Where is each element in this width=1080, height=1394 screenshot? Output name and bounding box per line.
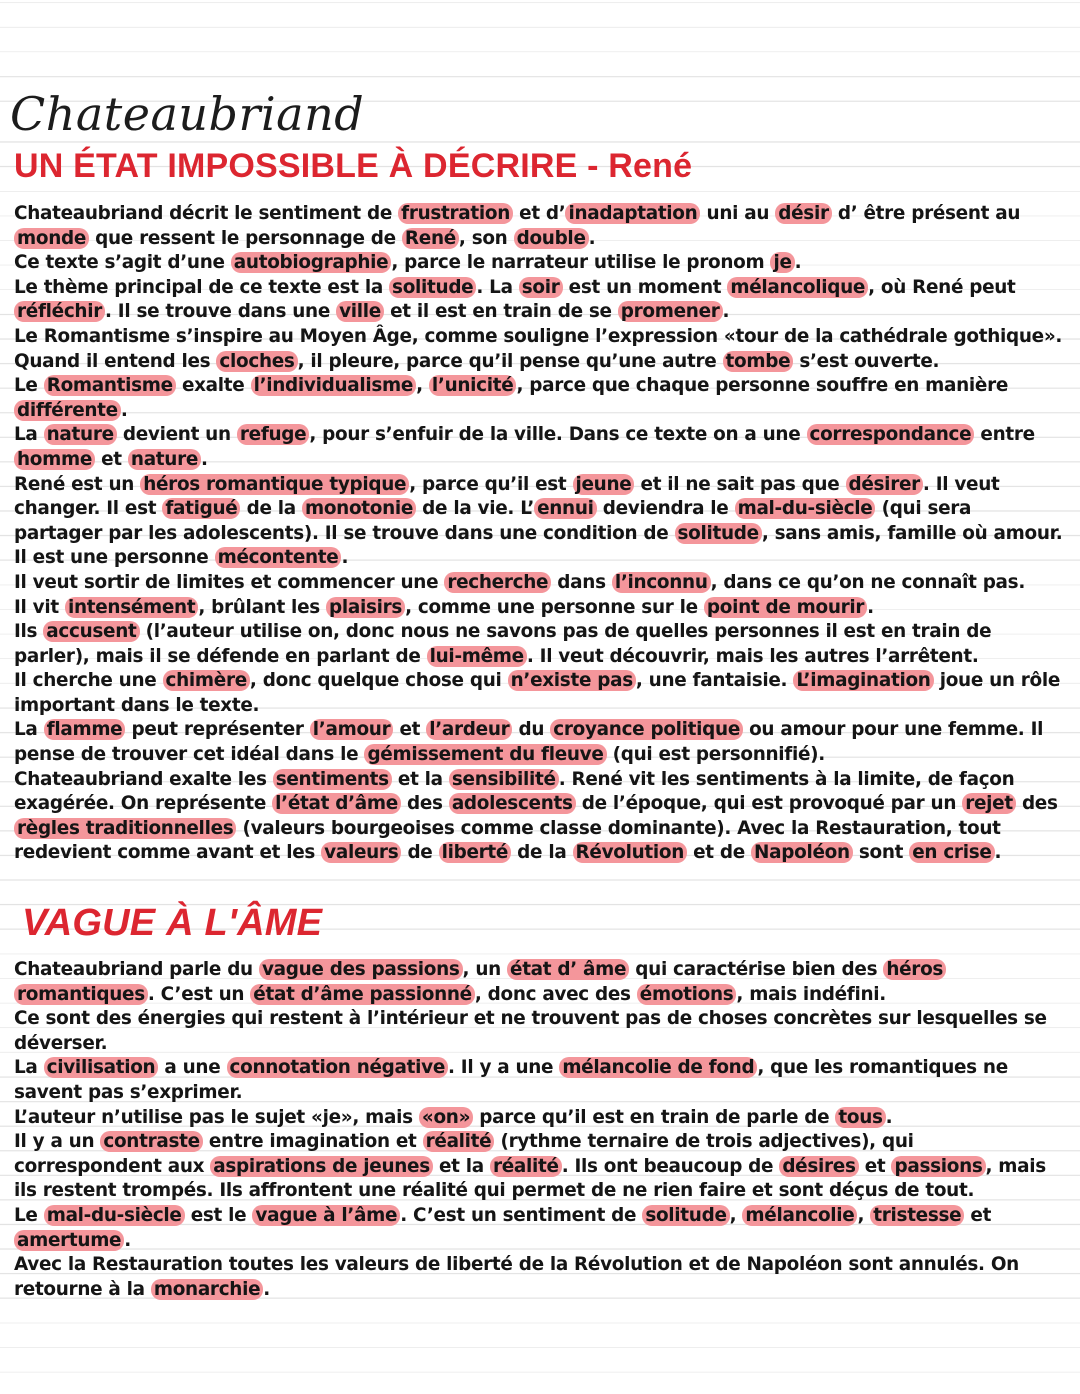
text-run: , comme une personne sur le <box>405 596 704 618</box>
text-run: , donc avec des <box>474 983 637 1005</box>
text-run: de l’époque, qui est provoqué par un <box>575 793 963 815</box>
highlighted-term: tombe <box>723 351 794 372</box>
highlighted-term: plaisirs <box>326 597 405 618</box>
section-heading-rene: UN ÉTAT IMPOSSIBLE À DÉCRIRE - René <box>14 147 693 185</box>
text-run: Il cherche une <box>14 670 163 692</box>
text-run: et <box>964 1204 992 1226</box>
text-run: La <box>14 424 44 446</box>
paragraph <box>14 768 1064 866</box>
highlighted-term: solitude <box>675 523 762 544</box>
highlighted-term: mélancolie <box>742 1205 857 1226</box>
paragraph <box>14 718 1064 767</box>
text-run: . <box>120 399 128 421</box>
paragraph <box>14 473 1064 571</box>
text-run: . <box>263 1278 270 1300</box>
paragraph <box>14 669 1064 718</box>
highlighted-term: mélancolique <box>727 277 868 298</box>
highlighted-term: cloches <box>216 351 297 372</box>
text-run: . <box>588 227 596 249</box>
highlighted-term: connotation négative <box>227 1057 448 1078</box>
text-run: , mais ils restent trompés. Ils affrontent une réalité qui permet de ne rien faire et sont déçus de tout. <box>14 1155 1046 1202</box>
text-run: . <box>867 596 874 618</box>
paragraph <box>14 374 1064 423</box>
highlighted-term: mal-du-siècle <box>735 498 876 519</box>
text-run: , pour s’enfuir de la ville. Dans ce texte on a une <box>309 424 807 446</box>
highlighted-term: Romantisme <box>44 375 176 396</box>
text-run: . C’est un sentiment de <box>400 1204 643 1226</box>
text-run: . <box>201 448 208 470</box>
highlighted-term: règles traditionnelles <box>14 818 236 839</box>
text-run: , où René peut <box>868 276 1016 298</box>
highlighted-term: homme <box>14 449 95 470</box>
text-run: Ils <box>14 621 44 643</box>
text-run: Quand il entend les <box>14 350 217 372</box>
paragraph <box>14 423 1064 472</box>
highlighted-term: intensément <box>65 597 198 618</box>
text-run: , il pleure, parce qu’il pense qu’une autre <box>297 350 723 372</box>
paragraph <box>14 958 1064 1007</box>
paragraph <box>14 1106 1064 1131</box>
paragraph <box>14 325 1064 350</box>
highlighted-term: réfléchir <box>14 301 105 322</box>
text-run: et <box>95 448 128 470</box>
text-run: Le Romantisme s’inspire au Moyen Âge, comme souligne l’expression «tour de la cathédrale gothique». <box>14 325 1063 347</box>
text-run: et <box>393 719 427 741</box>
highlighted-term: aspirations de jeunes <box>210 1156 433 1177</box>
text-run: . <box>994 842 1002 864</box>
highlighted-term: mécontente <box>215 547 342 568</box>
paragraph <box>14 202 1064 251</box>
text-run: , que les romantiques ne savent pas s’exprimer. <box>14 1057 1008 1103</box>
highlighted-term: l’état d’âme <box>272 793 401 814</box>
highlighted-term: solitude <box>389 277 476 298</box>
highlighted-term: état d’ âme <box>507 959 629 980</box>
text-run: est un moment <box>562 276 728 298</box>
highlighted-term: amertume <box>14 1230 124 1251</box>
highlighted-term: promener <box>618 301 723 322</box>
highlighted-term: chimère <box>163 670 250 691</box>
text-run: . Il se trouve dans une <box>105 301 337 323</box>
text-run: a une <box>158 1057 227 1079</box>
text-run: de la <box>511 842 573 864</box>
text-run: du <box>512 719 551 741</box>
text-run: Chateaubriand exalte les <box>14 768 273 790</box>
highlighted-term: monotonie <box>302 498 416 519</box>
highlighted-term: monde <box>14 228 89 249</box>
highlighted-term: l’individualisme <box>251 375 417 396</box>
text-run: . La <box>476 276 519 298</box>
text-run: et la <box>391 768 449 790</box>
text-run: La <box>14 719 44 741</box>
paragraph <box>14 620 1064 669</box>
text-run: . Il veut changer. Il est <box>14 473 1000 520</box>
highlighted-term: Napoléon <box>751 842 853 863</box>
paragraph <box>14 1007 1064 1056</box>
highlighted-term: émotions <box>637 984 737 1005</box>
text-run: Le <box>14 1204 44 1226</box>
text-run: dans <box>551 571 612 593</box>
highlighted-term: gémissement du fleuve <box>364 744 606 765</box>
text-run: , dans ce qu’on ne connaît pas. <box>710 571 1025 593</box>
paragraph <box>14 571 1064 596</box>
text-run: que ressent le personnage de <box>89 227 402 249</box>
highlighted-term: autobiographie <box>231 252 392 273</box>
highlighted-term: l’unicité <box>429 375 517 396</box>
highlighted-term: vague à l’âme <box>252 1205 400 1226</box>
text-run: uni au <box>700 203 776 224</box>
text-run: et <box>858 1155 892 1177</box>
text-run: , mais indéfini. <box>736 983 886 1005</box>
highlighted-term: réalité <box>423 1131 495 1152</box>
paragraph <box>14 1130 1064 1204</box>
text-run: qui caractérise bien des <box>629 959 884 980</box>
highlighted-term: désirer <box>846 474 923 495</box>
text-run: de <box>401 842 439 864</box>
text-run: et de <box>687 842 752 864</box>
highlighted-term: je <box>770 252 794 273</box>
text-run: et d’ <box>513 203 566 224</box>
text-run: . <box>124 1229 131 1251</box>
text-run: . <box>885 1106 893 1128</box>
section-body-vague <box>14 958 1064 1302</box>
text-run: . <box>722 301 730 323</box>
highlighted-term: l’amour <box>310 719 394 740</box>
paragraph <box>14 251 1064 276</box>
text-run: ou amour pour une femme. Il pense de trouver cet idéal dans le <box>14 719 1044 766</box>
highlighted-term: flamme <box>44 719 126 740</box>
text-run: L’auteur n’utilise pas le sujet «je», mais <box>14 1106 419 1128</box>
text-run: Il veut sortir de limites et commencer une <box>14 571 445 593</box>
highlighted-term: mélancolie de fond <box>559 1057 757 1078</box>
highlighted-term: sentiments <box>273 769 392 790</box>
highlighted-term: héros romantiques <box>14 959 946 1005</box>
highlighted-term: réalité <box>490 1156 562 1177</box>
text-run: Le <box>14 375 44 397</box>
text-run: , parce le narrateur utilise le pronom <box>391 252 771 274</box>
text-run: . <box>794 252 802 274</box>
text-run: des <box>400 793 449 815</box>
highlighted-term: l’inconnu <box>612 572 711 593</box>
text-run: . Il veut découvrir, mais les autres l’arrêtent. <box>526 645 979 667</box>
highlighted-term: civilisation <box>44 1057 159 1078</box>
text-run: Il y a un <box>14 1131 101 1153</box>
text-run: , son <box>458 227 514 249</box>
highlighted-term: adolescents <box>449 793 576 814</box>
text-run: . René vit les sentiments à la limite, de façon exagérée. On représente <box>14 768 1015 815</box>
text-run: René est un <box>14 473 141 495</box>
highlighted-term: croyance politique <box>550 719 743 740</box>
text-run: . Ils ont beaucoup de <box>561 1155 780 1177</box>
highlighted-term: accusent <box>43 621 139 642</box>
text-run: deviendra le <box>596 498 735 520</box>
text-run: sont <box>852 842 910 864</box>
highlighted-term: correspondance <box>807 424 975 445</box>
text-run: Avec la Restauration toutes les valeurs de liberté de la Révolution et de Napoléon sont annulés. On retourne à la <box>14 1254 1019 1300</box>
text-run: devient un <box>116 424 237 446</box>
text-run: et il ne sait pas que <box>634 473 846 495</box>
text-run: . C’est un <box>147 983 251 1005</box>
highlighted-term: liberté <box>439 842 511 863</box>
text-run: (qui sera partager par les adolescents). Il se trouve dans une condition de <box>14 498 972 544</box>
highlighted-term: état d’âme passionné <box>250 984 475 1005</box>
text-run: , <box>729 1204 743 1226</box>
highlighted-term: frustration <box>398 203 513 224</box>
highlighted-term: héros romantique typique <box>140 474 409 495</box>
text-run: , brûlant les <box>198 596 326 618</box>
highlighted-term: double <box>514 228 589 249</box>
text-run: Ce texte s’agit d’une <box>14 252 231 274</box>
paragraph <box>14 596 1064 621</box>
text-run: , une fantaisie. <box>635 670 794 692</box>
highlighted-term: n’existe pas <box>508 670 636 691</box>
text-run: exalte <box>175 375 251 397</box>
text-run: de la vie. L’ <box>416 498 535 520</box>
highlighted-term: inadaptation <box>565 203 700 224</box>
highlighted-term: nature <box>44 424 117 445</box>
highlighted-term: rejet <box>962 793 1016 814</box>
text-run: s’est ouverte. <box>793 350 940 372</box>
paragraph <box>14 1056 1064 1105</box>
text-run: (l’auteur utilise on, donc nous ne savons pas de quelles personnes il est en train de parler), mais il se défende en parlant de <box>14 621 992 667</box>
text-run: peut représenter <box>125 719 310 741</box>
highlighted-term: en crise <box>909 842 994 863</box>
highlighted-term: lui-même <box>427 646 527 667</box>
text-run: Chateaubriand parle du <box>14 959 259 980</box>
highlighted-term: point de mourir <box>704 597 867 618</box>
highlighted-term: mal-du-siècle <box>44 1205 185 1226</box>
text-run: , <box>416 375 429 397</box>
highlighted-term: jeune <box>573 474 635 495</box>
text-run: joue un rôle important dans le texte. <box>14 670 1061 716</box>
highlighted-term: René <box>402 228 459 249</box>
paragraph <box>14 276 1064 325</box>
author-title: Chateaubriand <box>10 87 365 141</box>
highlighted-term: ville <box>336 301 384 322</box>
text-run: Il vit <box>14 596 65 618</box>
text-run: d’ être présent au <box>831 203 1021 224</box>
text-run: est le <box>184 1204 253 1226</box>
highlighted-term: monarchie <box>151 1279 263 1300</box>
text-run: , parce que chaque personne souffre en manière <box>516 375 1009 397</box>
paragraph <box>14 1204 1064 1253</box>
highlighted-term: valeurs <box>321 842 401 863</box>
text-run: (valeurs bourgeoises comme classe dominante). Avec la Restauration, tout redevient comme avant et les <box>14 817 1001 864</box>
text-run: Chateaubriand décrit le sentiment de <box>14 203 399 224</box>
text-run: entre <box>974 424 1035 446</box>
text-run: (rythme ternaire de trois adjectives), qui correspondent aux <box>14 1131 914 1177</box>
text-run: , donc quelque chose qui <box>249 670 508 692</box>
highlighted-term: L’imagination <box>793 670 933 691</box>
highlighted-term: solitude <box>642 1205 729 1226</box>
section-body-rene <box>14 202 1064 866</box>
highlighted-term: l’ardeur <box>426 719 512 740</box>
text-run: entre imagination et <box>202 1131 423 1153</box>
text-run: . <box>341 547 349 569</box>
highlighted-term: soir <box>519 277 563 298</box>
paragraph <box>14 1253 1064 1302</box>
highlighted-term: différente <box>14 400 121 421</box>
text-run: , <box>857 1204 871 1226</box>
text-run: Le thème principal de ce texte est la <box>14 276 390 298</box>
highlighted-term: «on» <box>419 1107 473 1128</box>
text-run: . Il y a une <box>448 1057 560 1079</box>
paragraph <box>14 350 1064 375</box>
highlighted-term: passions <box>891 1156 985 1177</box>
text-run: La <box>14 1057 44 1079</box>
highlighted-term: ennui <box>534 498 597 519</box>
highlighted-term: tous <box>835 1107 885 1128</box>
text-run: des <box>1015 793 1058 815</box>
text-run: et il est en train de se <box>383 301 618 323</box>
text-run: (qui est personnifié). <box>606 744 825 766</box>
highlighted-term: contraste <box>100 1131 202 1152</box>
highlighted-term: nature <box>128 449 201 470</box>
text-run: , un <box>462 959 508 980</box>
highlighted-term: sensibilité <box>449 769 559 790</box>
highlighted-term: désir <box>775 203 831 224</box>
text-run: , parce qu’il est <box>409 473 573 495</box>
highlighted-term: refuge <box>237 424 309 445</box>
highlighted-term: vague des passions <box>259 959 463 980</box>
highlighted-term: recherche <box>444 572 551 593</box>
highlighted-term: désires <box>779 1156 858 1177</box>
text-run: et la <box>432 1155 490 1177</box>
text-run: de la <box>240 498 302 520</box>
section-heading-vague: VAGUE À L'ÂME <box>22 902 323 944</box>
highlighted-term: Révolution <box>573 842 687 863</box>
text-run: parce qu’il est en train de parle de <box>473 1106 836 1128</box>
text-run: , sans amis, famille où amour. Il est une personne <box>14 522 1063 569</box>
highlighted-term: tristesse <box>870 1205 964 1226</box>
highlighted-term: fatigué <box>162 498 240 519</box>
text-run: Ce sont des énergies qui restent à l’intérieur et ne trouvent pas de choses concrètes sur lesquelles se déverser. <box>14 1008 1047 1054</box>
